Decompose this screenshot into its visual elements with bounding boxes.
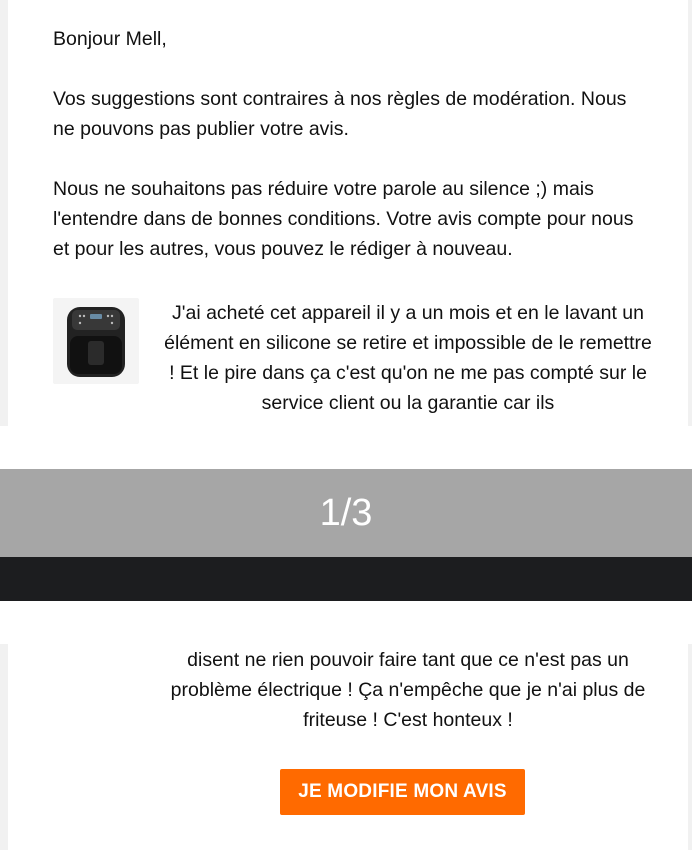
separator-band	[0, 557, 692, 601]
review-excerpt-continued: disent ne rien pouvoir faire tant que ce n'est pas un problème électrique ! Ça n'empêche que je n'ai plus de friteuse ! C'est honteux !	[170, 649, 646, 731]
greeting: Bonjour Mell,	[53, 28, 167, 50]
invitation-message: Nous ne souhaitons pas réduire votre parole au silence ;) mais l'entendre dans de bonnes conditions. Votre avis compte pour nous et pour les autres, vous pouvez le rédiger à nouveau.	[53, 178, 634, 260]
air-fryer-icon	[53, 298, 139, 384]
product-thumbnail	[53, 298, 139, 384]
page-indicator-band	[0, 469, 692, 557]
review-excerpt: J'ai acheté cet appareil il y a un mois et en le lavant un élément en silicone se retire et impossible de le remettre ! Et le pire dans ça c'est qu'on ne me pas compté sur le service client ou la garantie car ils	[164, 302, 652, 414]
email-body-bottom	[0, 644, 692, 850]
page-indicator: 1/3	[319, 491, 373, 534]
moderation-message: Vos suggestions sont contraires à nos règles de modération. Nous ne pouvons pas publier votre avis.	[53, 88, 627, 140]
modify-review-button[interactable]: JE MODIFIE MON AVIS	[280, 769, 525, 815]
